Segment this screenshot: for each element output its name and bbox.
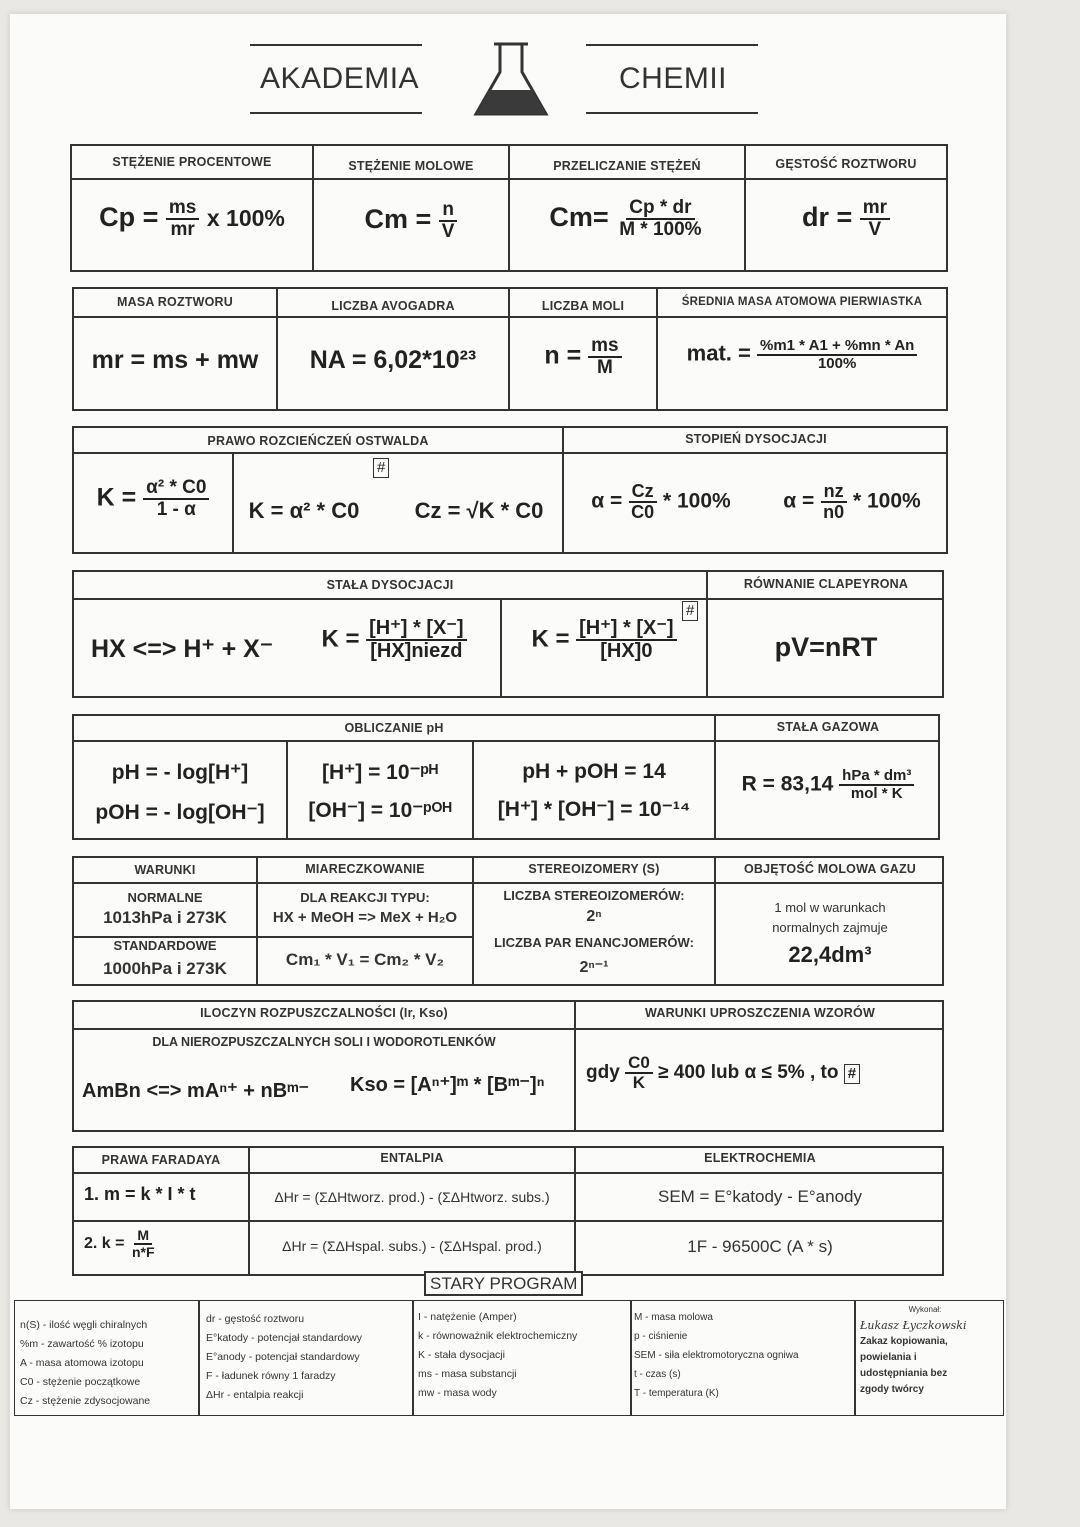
formula-ostwald-simplified: K = α² * C0 [248, 498, 360, 523]
molar-volume-text: 1 mol w warunkach [774, 900, 886, 915]
hash-marker: # [844, 1064, 860, 1084]
header-molar-concentration: STĘŻENIE MOLOWE [348, 159, 474, 173]
formula-solution-mass: mr = ms + mw [91, 346, 259, 374]
legend-column-4: M - masa molowa p - ciśnienie SEM - siła elektromotoryczna ogniwa t - czas (s) T - temperatura (K) [634, 1312, 799, 1399]
formula-moles: n = $\frac{ms}{M}$ [510, 336, 656, 378]
legend-column-1: n(S) - ilość węgli chiralnych %m - zawartość % izotopu A - masa atomowa izotopu C0 - stężenie początkowe Cz - stężenie zdysocjowane [20, 1319, 151, 1407]
header-density: GĘSTOŚĆ ROZTWORU [775, 157, 917, 171]
header-dissociation-degree: STOPIEŃ DYSOCJACJI [685, 432, 827, 446]
label-reaction-type: DLA REAKCJI TYPU: [300, 890, 430, 905]
header-solution-mass: MASA ROZTWORU [116, 295, 233, 309]
hash-marker: # [682, 601, 698, 621]
formula-solubility-equation: AmBn <=> mAⁿ⁺ + nBᵐ⁻ [82, 1080, 310, 1102]
header-ostwald: PRAWO ROZCIEŃCZEŃ OSTWALDA [207, 434, 429, 448]
hash-marker: # [373, 458, 389, 478]
formula-dissociation-equation: HX <=> H⁺ + X⁻ [90, 635, 274, 663]
formula-k-undissociated: K = $\frac{[H^+] * [X^-]}{\text{[HX]niezd}}$ [290, 618, 498, 662]
header-enthalpy: ENTALPIA [380, 1151, 444, 1165]
formula-h-conc: [H⁺] = 10⁻ᵖᴴ [322, 761, 438, 784]
formula-gas-constant: R = 83,14 $\frac{\text{hPa * dm³}}{\text{mol * K}}$ [716, 768, 940, 802]
legend-column-3: I - natężenie (Amper) k - równoważnik elektrochemiczny K - stała dysocjacji ms - masa substancji mw - masa wody [418, 1311, 578, 1399]
formula-density: dr = $\frac{mr}{V}$ [746, 198, 946, 240]
header-molar-volume: OBJĘTOŚĆ MOLOWA GAZU [743, 862, 917, 876]
header-electrochemistry: ELEKTROCHEMIA [704, 1151, 816, 1165]
header-conditions: WARUNKI [134, 863, 196, 877]
formula-oh-conc: [OH⁻] = 10⁻ᵖᴼᴴ [308, 799, 452, 822]
formula-conversion: Cm= $\frac{Cp * dr}{M * 100\%}$ [549, 197, 702, 240]
formula-molar-concentration: Cm = $\frac{n}{V}$ [314, 200, 508, 242]
label-enantiomer-pairs: LICZBA PAR ENANCJOMERÓW: [494, 935, 694, 950]
formula-dissociated-conc: Cz = √K * C0 [414, 498, 544, 523]
formula-enthalpy-formation: ΔHr = (ΣΔHtworz. prod.) - (ΣΔHtworz. subs.) [274, 1189, 550, 1205]
formula-k-initial: K = $\frac{[H^+] * [X^-]}{[HX]0}$ [502, 618, 706, 662]
value-standard-conditions: 1000hPa i 273K [103, 959, 227, 978]
header-stereoisomers: STEREOIZOMERY (S) [528, 862, 660, 876]
formula-ph-sum: pH + pOH = 14 [522, 760, 666, 783]
header-titration: MIARECZKOWANIE [305, 862, 425, 876]
value-stereoisomer-count: 2ⁿ [586, 908, 602, 925]
label-standard: STANDARDOWE [113, 938, 217, 953]
legend-author: Wykonał: Łukasz Łyczkowski Zakaz kopiowania, powielania i udostępniania bez zgody twórcy [860, 1305, 967, 1395]
formula-ion-product: [H⁺] * [OH⁻] = 10⁻¹⁴ [497, 798, 691, 821]
header-gas-constant: STAŁA GAZOWA [776, 720, 880, 734]
formula-ph: pH = - log[H⁺] [111, 761, 249, 784]
value-normal-conditions: 1013hPa i 273K [103, 908, 227, 927]
header-dissociation-constant: STAŁA DYSOCJACJI [326, 578, 454, 592]
header-avogadro: LICZBA AVOGADRA [331, 299, 455, 313]
header-rule [586, 112, 758, 114]
header-moles: LICZBA MOLI [541, 299, 625, 313]
formula-faraday-2: 2. k = $\frac{M}{n*F}$ [84, 1227, 155, 1260]
formula-simplification: gdy $\frac{C0}{K}$ ≥ 400 lub α ≤ 5% , to # [586, 1054, 942, 1092]
old-curriculum-badge: STARY PROGRAM [424, 1271, 583, 1296]
header-rule [250, 112, 422, 114]
formula-faraday-1: 1. m = k * I * t [84, 1184, 196, 1204]
label-normal: NORMALNE [127, 890, 203, 905]
label-insoluble-salts: DLA NIEROZPUSZCZALNYCH SOLI I WODOROTLENKÓW [152, 1035, 496, 1049]
header-faraday: PRAWA FARADAYA [101, 1153, 221, 1167]
formula-sem: SEM = E°katody - E°anody [658, 1187, 862, 1206]
legend-column-2: dr - gęstość roztworu E°katody - potencjał standardowy E°anody - potencjał standardowy F - ładunek równy 1 faradzy ΔHr - entalpia reakcji [206, 1313, 362, 1401]
header-percent-concentration: STĘŻENIE PROCENTOWE [112, 155, 272, 169]
formula-alpha-moles: α = $\frac{nz}{n0}$ * 100% [783, 481, 921, 522]
formula-alpha-conc: α = $\frac{Cz}{C0}$ * 100% [591, 481, 731, 522]
formula-ostwald-full: K = $\frac{\text{α² * C0}}{1 - \alpha}$ [74, 478, 232, 520]
header-clapeyron: RÓWNANIE CLAPEYRONA [743, 577, 909, 591]
formula-titration: Cm₁ * V₁ = Cm₂ * V₂ [285, 950, 445, 969]
formula-ksp: Kso = [Aⁿ⁺]ᵐ * [Bᵐ⁻]ⁿ [350, 1074, 545, 1096]
header-solubility-product: ILOCZYN ROZPUSZCZALNOŚCI (Ir, Kso) [200, 1006, 448, 1020]
formula-percent-concentration: Cp = $\frac{ms}{mr}$ x 100% [99, 197, 285, 240]
formula-avogadro: NA = 6,02*10²³ [309, 346, 477, 374]
flask-icon [466, 38, 556, 120]
molar-volume-text: normalnych zajmuje [772, 920, 888, 935]
value-molar-volume: 22,4dm³ [788, 942, 872, 967]
label-stereoisomer-count: LICZBA STEREOIZOMERÓW: [503, 888, 685, 903]
formula-enthalpy-combustion: ΔHr = (ΣΔHspal. subs.) - (ΣΔHspal. prod.) [282, 1238, 542, 1254]
formula-avg-atomic-mass: mat. = $\frac{\%m1 * A1 + \%mn * An}{100\%}$ [658, 338, 946, 372]
formula-clapeyron: pV=nRT [774, 632, 878, 662]
header-rule [250, 44, 422, 46]
formula-poh: pOH = - log[OH⁻] [95, 801, 265, 824]
header-avg-atomic-mass: ŚREDNIA MASA ATOMOWA PIERWIASTKA [681, 296, 923, 308]
formula-neutralization: HX + MeOH => MeX + H₂O [272, 909, 458, 926]
header-ph: OBLICZANIE pH [344, 721, 444, 735]
header-conversion: PRZELICZANIE STĘŻEŃ [553, 159, 701, 173]
formula-faraday-constant: 1F - 96500C (A * s) [687, 1237, 833, 1256]
header-simplification: WARUNKI UPROSZCZENIA WZORÓW [645, 1006, 875, 1020]
header-title-right: CHEMII [619, 62, 727, 95]
header-rule [586, 44, 758, 46]
header-title-left: AKADEMIA [260, 62, 420, 95]
value-enantiomer-pairs: 2ⁿ⁻¹ [579, 959, 609, 976]
